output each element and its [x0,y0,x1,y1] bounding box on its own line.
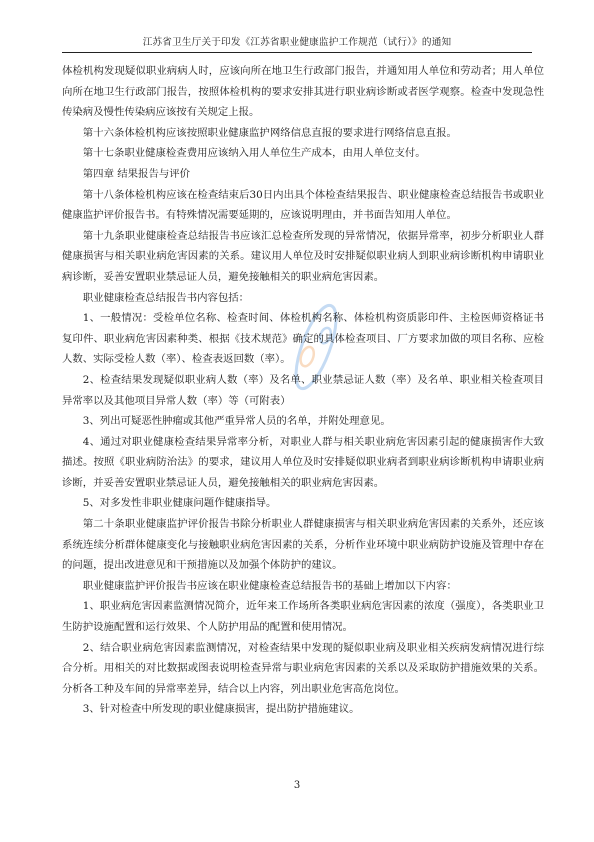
list-item: 1、一般情况：受检单位名称、检查时间、体检机构名称、体检机构资质影印件、主检医师资格证书复印件、职业病危害因素种类、根据《技术规范》确定的具体检查项目、厂方要求加做的项目名称、应检人数、实际受检人数（率）、检查表返回数（率）。 [62,312,544,366]
list-item: 4、通过对职业健康检查结果异常率分析，对职业人群与相关职业病危害因素引起的健康损害作大致描述。按照《职业病防治法》的要求，建议用人单位及时安排疑似职业病者到职业病诊断机构申请职业病诊断，并妥善安置职业禁忌证人员，避免接触相关的职业病危害因素。 [62,435,544,489]
article-20: 第二十条职业健康监护评价报告书除分析职业人群健康损害与相关职业病危害因素的关系外，还应该系统连续分析群体健康变化与接触职业病危害因素的关系，分析作业环境中职业病防护设施及管理中存在的问题，提出改进意见和干预措施以及加强个体防护的建议。 [62,518,544,572]
list-item: 3、针对检查中所发现的职业健康损害，提出防护措施建议。 [82,703,360,716]
list-item: 3、列出可疑恶性肿瘤或其他严重异常人员的名单，并附处理意见。 [82,415,391,428]
list-item: 2、检查结果发现疑似职业病人数（率）及名单、职业禁忌证人数（率）及名单、职业相关检查项目异常率以及其他项目异常人数（率）等（可附表） [62,373,544,407]
body-paragraph: 体检机构发现疑似职业病病人时，应该向所在地卫生行政部门报告，并通知用人单位和劳动者；用人单位向所在地卫生行政部门报告，按照体检机构的要求安排其进行职业病诊断或者医学观察。检查中发现急性传染病及慢性传染病应该按有关规定上报。 [62,65,544,119]
list-item: 1、职业病危害因素监测情况简介，近年来工作场所各类职业病危害因素的浓度（强度），各类职业卫生防护设施配置和运行效果、个人防护用品的配置和使用情况。 [62,600,544,634]
list-item: 2、结合职业病危害因素监测情况，对检查结果中发现的疑似职业病及职业相关疾病发病情况进行综合分析。用相关的对比数据或图表说明检查异常与职业病危害因素的关系以及采取防护措施效果的关系。分析各工种及车间的异常率差异，结合以上内容，列出职业危害高危岗位。 [62,641,544,695]
article-16: 第十六条体检机构应该按照职业健康监护网络信息直报的要求进行网络信息直报。 [82,126,457,139]
article-19: 第十九条职业健康检查总结报告书应该汇总检查所发现的异常情况，依据异常率，初步分析职业人群健康损害与相关职业病危害因素的关系。建议用人单位及时安排疑似职业病人到职业病诊断机构申请职业病诊断，妥善安置职业禁忌证人员，避免接触相关的职业病危害因素。 [62,229,544,283]
chapter-heading: 第四章 结果报告与评价 [82,167,191,180]
article-17: 第十七条职业健康检查费用应该纳入用人单位生产成本，由用人单位支付。 [82,147,426,160]
article-18: 第十八条体检机构应该在检查结束后30日内出具个体检查结果报告、职业健康检查总结报告书或职业健康监护评价报告书。有特殊情况需要延期的，应该说明理由，并书面告知用人单位。 [62,188,544,222]
summary-report-intro: 职业健康检查总结报告书内容包括： [82,291,250,304]
document-header [62,34,532,53]
evaluation-report-intro: 职业健康监护评价报告书应该在职业健康检查总结报告书的基础上增加以下内容： [82,579,457,592]
list-item: 5、对多发性非职业健康问题作健康指导。 [82,497,277,510]
document-body [62,61,544,720]
header-title: 江苏省卫生厅关于印发《江苏省职业健康监护工作规范（试行）》的通知 [142,37,452,48]
page-number: 3 [293,780,301,791]
